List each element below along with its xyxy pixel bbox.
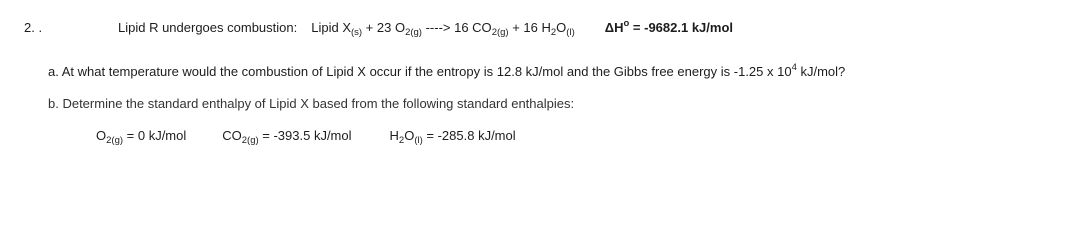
- o2-state: 2(g): [405, 27, 422, 38]
- h2o-value: = -285.8 kJ/mol: [422, 128, 516, 143]
- co2-state: 2(g): [491, 27, 509, 38]
- enthalpy-values: [96, 128, 516, 144]
- enthalpy-o2: [96, 128, 187, 146]
- h2o-formula-o: O: [404, 128, 415, 143]
- lipid-state: (s): [350, 27, 363, 38]
- h2o-oxygen: O: [556, 20, 567, 35]
- delta-h-value: = -9682.1 kJ/mol: [629, 20, 733, 35]
- h2o-state: (l): [566, 27, 575, 38]
- part-a-question: [48, 64, 845, 80]
- reactant-o2: + 23 O: [362, 20, 406, 35]
- reaction-line: [118, 20, 733, 36]
- reaction-arrow-co2: ----> 16 CO: [421, 20, 492, 35]
- enthalpy-co2: [222, 128, 352, 146]
- h2o-formula-h: H: [389, 128, 399, 143]
- co2-formula: CO: [222, 128, 242, 143]
- enthalpy-h2o: [389, 128, 516, 146]
- delta-h-label: ΔH: [604, 20, 624, 35]
- part-b-question: b. Determine the standard enthalpy of Lipid X based from the following standard enthalpies:: [48, 96, 575, 111]
- delta-h-standard: o: [623, 18, 630, 29]
- product-h2o: + 16 H: [508, 20, 551, 35]
- part-a-text: a. At what temperature would the combustion of Lipid X occur if the entropy is 12.8 kJ/mol and the Gibbs free energy is -1.25 x 10: [48, 64, 792, 79]
- reaction-equation: [311, 20, 575, 38]
- co2-subscript: 2(g): [241, 135, 259, 146]
- h2o-subscript: 2: [550, 27, 557, 38]
- o2-subscript: 2(g): [106, 135, 124, 146]
- h2o-subscript-2: 2: [398, 135, 405, 146]
- lipid-name: Lipid X: [311, 20, 351, 35]
- part-a-exponent: 4: [791, 62, 797, 73]
- h2o-subscript-state: (l): [414, 135, 423, 146]
- reaction-intro: Lipid R undergoes combustion:: [118, 20, 298, 35]
- co2-value: = -393.5 kJ/mol: [258, 128, 352, 143]
- delta-h: [605, 20, 733, 35]
- part-a-unit: kJ/mol?: [796, 64, 846, 79]
- o2-value: = 0 kJ/mol: [123, 128, 187, 143]
- o2-formula: O: [96, 128, 107, 143]
- question-number: 2. .: [24, 20, 43, 35]
